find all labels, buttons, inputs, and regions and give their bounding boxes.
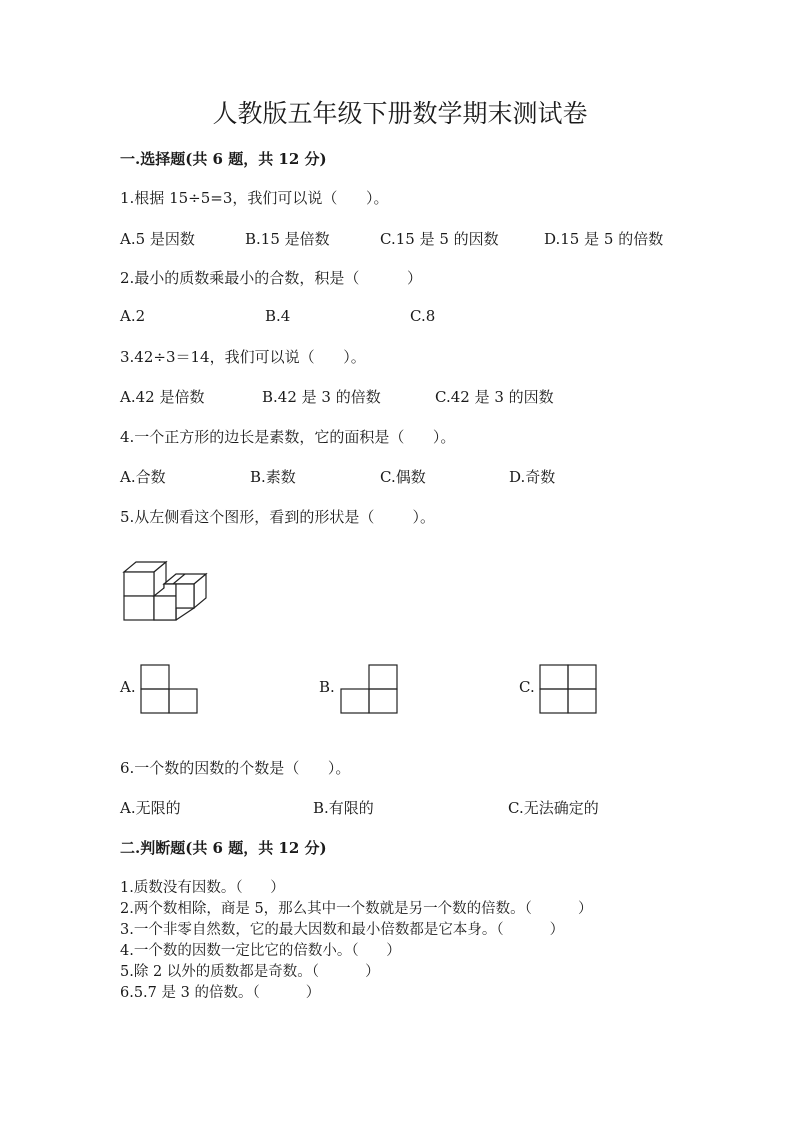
question-5-option-a: A.	[120, 678, 136, 696]
question-4-option-b: B.素数	[250, 468, 296, 486]
question-6-stem: 6.一个数的因数的个数是（ ）。	[120, 759, 351, 777]
question-2-option-c: C.8	[410, 307, 436, 325]
question-6-option-a: A.无限的	[120, 799, 181, 817]
question-3-option-c: C.42 是 3 的因数	[435, 388, 554, 406]
section-heading-choice: 一.选择题(共 6 题，共 12 分)	[120, 150, 327, 168]
tf-item-5: 5.除 2 以外的质数都是奇数。（ ）	[120, 964, 380, 980]
question-2-option-a: A.2	[120, 307, 146, 325]
question-2-option-b: B.4	[265, 307, 291, 325]
question-4-option-d: D.奇数	[509, 468, 556, 486]
question-1-option-a: A.5 是因数	[120, 230, 195, 248]
section-heading-true-false: 二.判断题(共 6 题，共 12 分)	[120, 839, 327, 857]
option-a-shape	[140, 664, 198, 714]
page-title: 人教版五年级下册数学期末测试卷	[212, 99, 588, 128]
question-1-option-c: C.15 是 5 的因数	[380, 230, 499, 248]
question-6-option-c: C.无法确定的	[508, 799, 599, 817]
tf-item-6: 6.5.7 是 3 的倍数。（ ）	[120, 985, 321, 1001]
question-4-stem: 4.一个正方形的边长是素数，它的面积是（ ）。	[120, 428, 456, 446]
question-1-option-d: D.15 是 5 的倍数	[544, 230, 664, 248]
question-5-option-c: C.	[519, 678, 535, 696]
tf-item-1: 1.质数没有因数。（ ）	[120, 880, 285, 896]
question-3-option-b: B.42 是 3 的倍数	[262, 388, 381, 406]
cube-stack-figure	[118, 558, 213, 624]
question-6-option-b: B.有限的	[313, 799, 374, 817]
tf-item-3: 3.一个非零自然数，它的最大因数和最小倍数都是它本身。（ ）	[120, 922, 565, 938]
question-4-option-c: C.偶数	[380, 468, 426, 486]
option-c-shape	[539, 664, 597, 714]
question-4-option-a: A.合数	[120, 468, 166, 486]
question-5-stem: 5.从左侧看这个图形，看到的形状是（ ）。	[120, 508, 435, 526]
tf-item-4: 4.一个数的因数一定比它的倍数小。（ ）	[120, 943, 401, 959]
question-1-stem: 1.根据 15÷5=3，我们可以说（ ）。	[120, 189, 389, 207]
question-3-stem: 3.42÷3＝14，我们可以说（ ）。	[120, 348, 366, 366]
question-5-option-b: B.	[319, 678, 335, 696]
question-3-option-a: A.42 是倍数	[120, 388, 205, 406]
question-2-stem: 2.最小的质数乘最小的合数，积是（ ）	[120, 269, 422, 287]
option-b-shape	[340, 664, 398, 714]
tf-item-2: 2.两个数相除，商是 5，那么其中一个数就是另一个数的倍数。（ ）	[120, 901, 593, 917]
question-1-option-b: B.15 是倍数	[245, 230, 330, 248]
